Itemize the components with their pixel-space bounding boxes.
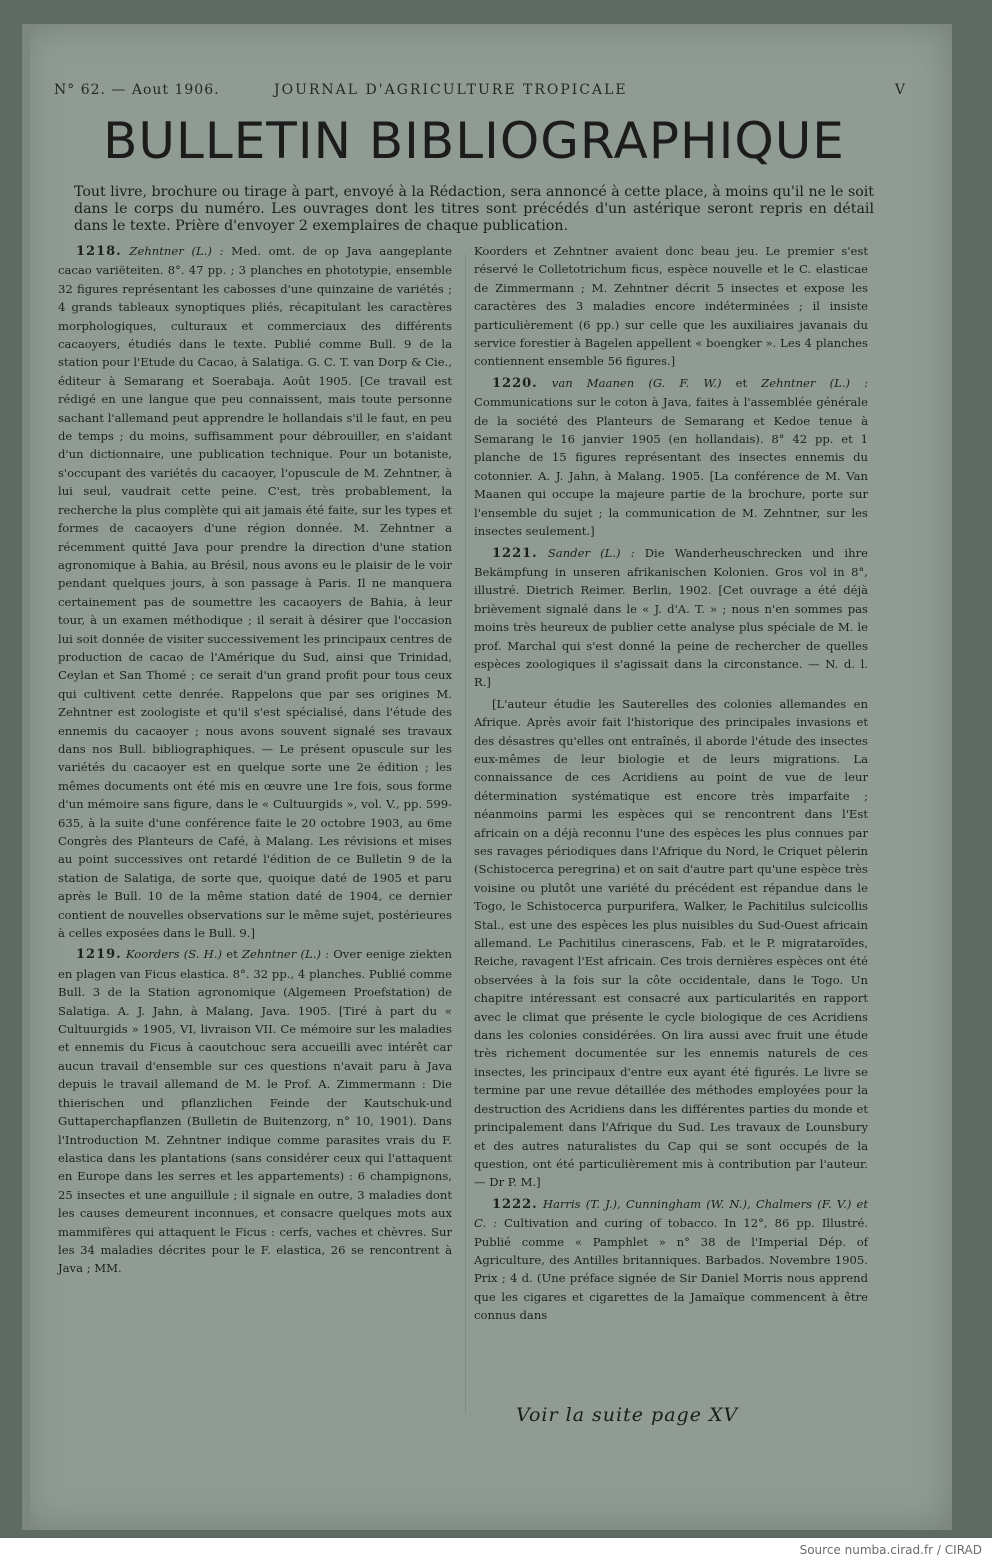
entry-number: 1219.	[76, 947, 122, 963]
entry-author: Zehntner (L.) :	[761, 375, 869, 390]
entry-text: Cultivation and curing of tobacco. In 12°, 86 pp. Illustré. Publié comme « Pamphlet » n° 38 de l'Imperial Dép. of Agriculture, des Antilles britanniques. Barbados. Novembre 1905. Prix ; 4 d. (Une préface signée de Sir Daniel Morris nous apprend que les cigares et cigarettes de la Jamaïque commencent à être connus dans	[474, 1216, 869, 1323]
column-divider	[465, 254, 466, 1414]
entry-author: Harris (T. J.), Cunningham (W. N.), Chalmers (F. V.) et C. :	[474, 1196, 868, 1231]
page-title: BULLETIN BIBLIOGRAPHIQUE	[103, 112, 845, 170]
entry-1221-review: [L'auteur étudie les Sauterelles des colonies allemandes en Afrique. Après avoir fait l'historique des principales invasions et des désastres qu'elles ont entraînés, il aborde l'étude des insectes eux-mêmes de leur biologie et de leurs migrations. La connaissance de ces Acridiens au point de vue de leur détermination systématique est encore très imparfaite ; néanmoins parmi les espèces qui se rencontrent dans l'Est africain on a déjà reconnu l'une des espèces les plus connues par ses ravages périodiques dans l'Afrique du Nord, le Criquet pèlerin (Schistocerca peregrina) et on sait d'autre part qu'une espèce très voisine ou plutôt une variété du précédent est répandue dans le Togo, le Schistocerca purpurifera, Walker, le Pachitilus sulcicollis Stal., est une des espèces les plus nuisibles du Sud-Ouest africain allemand. Le Pachitilus cinerascens, Fab. et le P. migrataroïdes, Reiche, ravagent l'Est africain. Ces trois dernières espèces ont été observées à la fois sur la côte occidentale, dans le Togo. Un chapitre intéressant est consacré aux particularités en rapport avec le climat que présente le cycle biologique de ces Acridiens dans les colonies considérées. On lira aussi avec fruit une étude très richement documentée sur les ennemis naturels de ces insectes, les principaux d'entre eux ayant été figurés. Le livre se termine par une revue détaillée des méthodes employées pour la destruction des Acridiens dans les différentes parties du monde et principalement dans l'Afrique du Sud. Les travaux de Lounsbury et des autres naturalistes du Cap qui se sont occupés de la question, ont été particulièrement mis à contribution par l'auteur. — Dr P. M.]	[474, 696, 868, 1190]
entry-1219-continued: Koorders et Zehntner avaient donc beau jeu. Le premier s'est réservé le Colletotrichum ficus, espèce nouvelle et le C. elasticae de Zimmermann ; M. Zehntner décrit 5 insectes et expose les caractères des 3 maladies encore indéterminées ; il insiste particulièrement (6 pp.) sur celle que les auxiliaires javanais du service forestier à Bagelen appellent « boengker ». Les 4 planches contiennent ensemble 56 figures.]	[474, 244, 868, 369]
source-credit: Source numba.cirad.fr / CIRAD	[799, 1543, 982, 1557]
entry-author: Koorders (S. H.)	[125, 947, 223, 962]
entry-author: Sander (L.) :	[547, 545, 635, 560]
entry-text: Med. omt. de op Java aangeplante cacao variëteiten. 8°. 47 pp. ; 3 planches en phototypie, ensemble 32 figures représentant les cabosses d'une quinzaine de variétés ; 4 grands tableaux synoptiques pliés, récapitulant les caractères morphologiques, culturaux et commerciaux des différents cacaoyers, étudiés dans le texte. Publié comme Bull. 9 de la station pour l'Etude du Cacao, à Salatiga. G. C. T. van Dorp & Cie., éditeur à Semarang et Soerabaja. Août 1905. [Ce travail est rédigé en une langue que peu connaissent, mais toute personne sachant l'allemand peut apprendre le hollandais s'il le faut, en peu de temps ; du moins, suffisamment pour débrouiller, en s'aidant d'un dictionnaire, une publication technique. Pour un botaniste, s'occupant des variétés du cacaoyer, l'opuscule de M. Zehntner, à lui seul, vaudrait cette peine. C'est, très probablement, la recherche la plus complète qui ait jamais été faite, sur les types et formes de cacaoyers d'une région donnée. M. Zehntner a récemment quitté Java pour prendre la direction d'une station agronomique à Bahia, au Brésil, nous avons eu le plaisir de le voir pendant quelques jours, à son passage à Paris. Il ne manquera certainement pas de soumettre les cacaoyers de Bahia, à leur tour, à un examen méthodique ; il serait à désirer que l'occasion lui soit donnée de visiter successivement les principaux centres de production de cacao de l'Amérique du Sud, ainsi que Trinidad, Ceylan et San Thomé ; ce serait d'un grand profit pour tous ceux qui cultivent cette denrée. Rappelons que par ses origines M. Zehntner est zoologiste et qu'il s'est spécialisé, dans l'étude des ennemis du cacaoyer ; nous avons souvent signalé ses travaux dans nos Bull. bibliographiques. — Le présent opuscule sur les variétés du cacaoyer est en quelque sorte une 2e édition ; les mêmes documents ont été mis en œuvre une 1re fois, sous forme d'un mémoire sans figure, dans le « Cultuurgids », vol. V., pp. 599-635, à la suite d'une conférence faite le 20 octobre 1903, au 6me Congrès des Planteurs de Café, à Malang. Les révisions et mises au point successives ont retardé l'édition de ce Bulletin 9 de la station de Salatiga, de sorte que, quoique daté de 1905 et paru après le Bull. 10 de la même station daté de 1904, ce dernier contient de nouvelles observations sur le même sujet, postérieures à celles exposées dans le Bull. 9.]	[58, 244, 453, 941]
page-binding-edge	[22, 24, 30, 1530]
issue-info: N° 62. — Aout 1906.	[54, 82, 220, 98]
entry-1219	[58, 945, 452, 1277]
editorial-notice: Tout livre, brochure ou tirage à part, envoyé à la Rédaction, sera annoncé à cette place, à moins qu'il ne le soit dans le corps du numéro. Les ouvrages dont les titres sont précédés d'un astérique seront repris en détail dans le texte. Prière d'envoyer 2 exemplaires de chaque publication.	[74, 184, 874, 234]
entry-1221	[474, 544, 868, 692]
entry-number: 1222.	[492, 1196, 538, 1212]
entry-1222	[474, 1195, 868, 1325]
running-head	[54, 82, 906, 104]
journal-page	[22, 24, 952, 1530]
page-number: V	[894, 82, 906, 98]
entry-text: Die Wanderheuschrecken und ihre Bekämpfung in unseren afrikanischen Kolonien. Gros vol in 8°, illustré. Dietrich Reimer. Berlin, 1902. [Cet ouvrage a été déjà brièvement signalé dans le « J. d'A. T. » ; nous n'en sommes pas moins très heureux de publier cette analyse plus spéciale de M. le prof. Marchal qui s'est donné la peine de rechercher de quelles espèces zoologiques il s'agissait dans la circonstance. — N. d. l. R.]	[474, 545, 869, 690]
entry-conjunction: et	[226, 947, 238, 962]
journal-name: JOURNAL D'AGRICULTURE TROPICALE	[274, 82, 628, 98]
left-column	[58, 242, 452, 1281]
entry-author: Zehntner (L.) :	[129, 244, 224, 258]
entry-text: Over eenige ziekten en plagen van Ficus elastica. 8°. 32 pp., 4 planches. Publié comme Bull. 3 de la Station agronomique (Algemeen Proefstation) de Salatiga. A. J. Jahn, à Malang, Java. 1905. [Tiré à part du « Cultuurgids » 1905, VI, livraison VII. Ce mémoire sur les maladies et ennemis du Ficus à caoutchouc sera accueilli avec intérêt car aucun travail d'ensemble sur ces questions n'avait paru à Java depuis le travail allemand de M. le Prof. A. Zimmermann : Die thierischen und pflanzlichen Feinde der Kautschuk-und Guttaperchapflanzen (Bulletin de Buitenzorg, n° 10, 1901). Dans l'Introduction M. Zehntner indique comme parasites vrais du F. elastica dans les plantations (sans considérer ceux qui l'attaquent en Europe dans les serres et les appartements) : 6 champignons, 25 insectes et une anguillule ; il signale en outre, 3 maladies dont les causes demeurent inconnues, et consacre quelques mots aux mammifères qui attaquent le Ficus : cerfs, vaches et chèvres. Sur les 34 maladies décrites pour le F. elastica, 26 se rencontrent à Java ; MM.	[58, 947, 453, 1276]
continued-notice: Voir la suite page XV	[516, 1404, 739, 1426]
entry-1220	[474, 374, 868, 541]
entry-author: van Maanen (G. F. W.)	[551, 375, 722, 390]
entry-text: Communications sur le coton à Java, faites à l'assemblée générale de la société des Planteurs de Semarang et Kedoe tenue à Semarang le 16 janvier 1905 (en hollandais). 8° 42 pp. et 1 planche de 15 figures représentant des insectes ennemis du cotonnier. A. J. Jahn, à Malang. 1905. [La conférence de M. Van Maanen qui occupe la majeure partie de la brochure, porte sur l'ensemble du sujet ; la communication de M. Zehntner, sur les insectes seulement.]	[474, 395, 868, 539]
entry-conjunction: et	[735, 375, 748, 390]
entry-number: 1221.	[492, 545, 538, 561]
entry-author: Zehntner (L.) :	[241, 947, 330, 962]
entry-1218	[58, 242, 452, 942]
right-column	[474, 242, 868, 1328]
entry-number: 1218.	[76, 244, 122, 259]
entry-number: 1220.	[492, 375, 538, 391]
